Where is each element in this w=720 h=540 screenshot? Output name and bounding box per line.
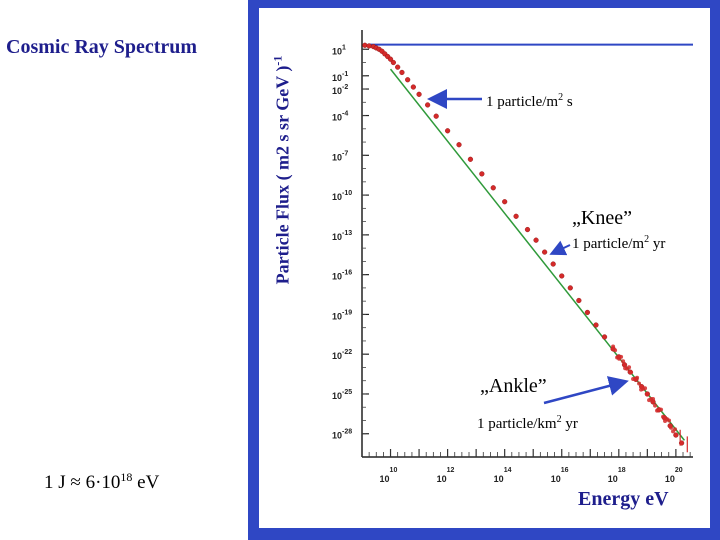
x-tick-label: $10^{12}$ <box>436 467 455 484</box>
annotation-3-post: yr <box>561 416 578 432</box>
flux-point <box>585 310 590 315</box>
flux-point <box>457 142 462 147</box>
flux-point <box>525 227 530 232</box>
flux-point <box>667 418 671 422</box>
y-tick-label: $10^{-28}$ <box>332 428 353 441</box>
energy-note-unit: eV <box>132 472 160 493</box>
annotation-1-pre: 1 particle/m <box>486 94 559 110</box>
flux-point <box>479 171 484 176</box>
x-tick-label: $10^{16}$ <box>550 467 569 484</box>
flux-point <box>502 199 507 204</box>
annotation-3-pre: 1 particle/km <box>477 416 557 432</box>
flux-point <box>514 214 519 219</box>
flux-point <box>391 60 396 65</box>
x-tick-label: $10^{10}$ <box>379 467 398 484</box>
flux-point <box>417 92 422 97</box>
flux-point <box>651 397 655 401</box>
flux-point <box>613 348 617 352</box>
flux-point <box>405 77 410 82</box>
flux-point <box>635 376 639 380</box>
flux-point <box>621 359 625 363</box>
y-tick-label: $10^1$ <box>332 44 346 57</box>
y-tick-label: $10^{-16}$ <box>332 269 353 282</box>
flux-point <box>629 370 633 374</box>
flux-point <box>602 335 607 340</box>
annotation-1-particle-km2-yr <box>477 414 578 433</box>
flux-point <box>611 345 615 349</box>
flux-point <box>551 262 556 267</box>
flux-point <box>673 427 677 431</box>
annotation-3-sup: 2 <box>556 414 562 425</box>
flux-point <box>542 250 547 255</box>
y-tick-label: $10^{-10}$ <box>332 190 353 203</box>
annotation-1-particle-m2-yr <box>572 234 665 253</box>
energy-note-exponent: 18 <box>120 470 133 484</box>
flux-point <box>411 85 416 90</box>
flux-point <box>362 43 367 48</box>
plot-panel <box>248 0 720 540</box>
flux-point <box>491 185 496 190</box>
flux-point <box>653 404 657 408</box>
flux-point <box>661 415 665 419</box>
flux-point <box>669 426 673 430</box>
y-axis-label-exponent: -1 <box>270 55 285 66</box>
flux-point <box>434 114 439 119</box>
x-tick-label: $10^{14}$ <box>493 467 512 484</box>
energy-conversion-note <box>44 470 159 494</box>
flux-point <box>568 286 573 291</box>
flux-point <box>400 70 405 75</box>
flux-point <box>673 433 678 438</box>
spectrum-plot <box>248 0 720 540</box>
flux-point <box>645 393 649 397</box>
slide-title: Cosmic Ray Spectrum <box>6 36 198 58</box>
y-tick-label: $10^{-4}$ <box>332 110 349 123</box>
y-tick-label: $10^{-19}$ <box>332 309 353 322</box>
annotation-1-particle-m2-s <box>486 92 573 111</box>
flux-point <box>468 157 473 162</box>
y-tick-label: $10^{-1}$ <box>332 70 349 83</box>
annotation-2-sup: 2 <box>644 234 650 245</box>
annotation-2-post: yr <box>649 236 666 252</box>
energy-note-base: 1 J ≈ 6·10 <box>44 472 121 493</box>
flux-point <box>619 355 623 359</box>
annotation-1-sup: 2 <box>558 92 564 103</box>
flux-point <box>425 103 430 108</box>
x-tick-label: $10^{20}$ <box>664 467 683 484</box>
annotation-2-pre: 1 particle/m <box>572 236 645 252</box>
flux-point <box>643 386 647 390</box>
flux-point <box>367 44 372 49</box>
flux-point <box>559 274 564 279</box>
flux-point <box>627 365 631 369</box>
y-tick-label: $10^{-25}$ <box>332 388 353 401</box>
flux-point <box>395 65 400 70</box>
flux-point <box>445 128 450 133</box>
flux-point <box>594 323 599 328</box>
y-tick-label: $10^{-22}$ <box>332 349 353 362</box>
annotation-knee: „Knee” <box>572 207 632 229</box>
flux-point <box>576 298 581 303</box>
flux-point <box>659 408 663 412</box>
plot-inner-area <box>259 8 710 528</box>
annotation-1-post: s <box>563 94 573 110</box>
y-tick-label: $10^{-13}$ <box>332 229 353 242</box>
x-tick-label: $10^{18}$ <box>607 467 626 484</box>
flux-point <box>637 381 641 385</box>
y-axis-label <box>271 56 294 285</box>
annotation-ankle: „Ankle” <box>480 375 547 397</box>
flux-point <box>534 238 539 243</box>
x-axis-label: Energy eV <box>578 488 669 510</box>
y-axis-label-text: Particle Flux ( m2 s sr GeV ) <box>272 65 293 285</box>
y-tick-label: $10^{-7}$ <box>332 150 349 163</box>
y-axis-label-wrap <box>262 0 302 340</box>
y-tick-label: $10^{-2}$ <box>332 84 349 97</box>
